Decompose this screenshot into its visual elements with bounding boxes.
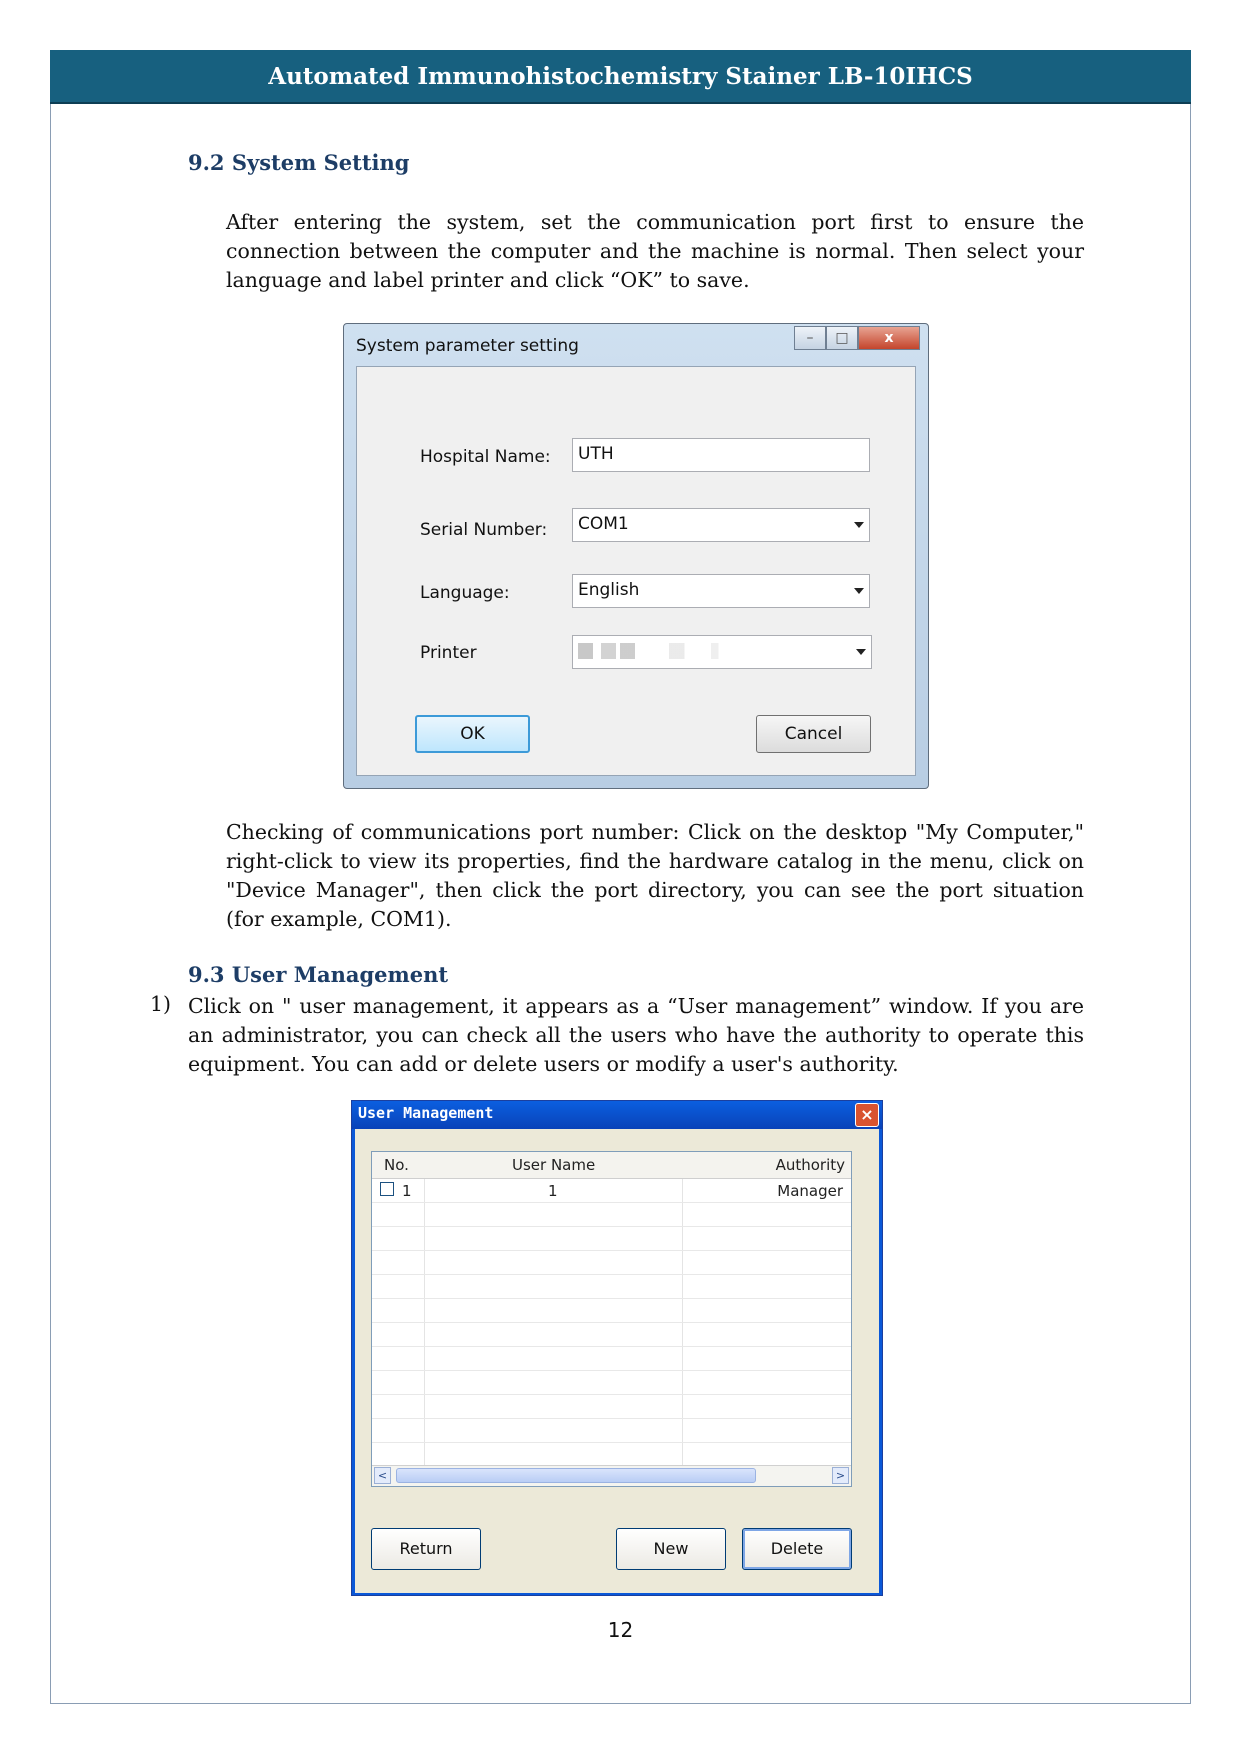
maximize-icon[interactable]: □ bbox=[826, 326, 858, 350]
column-header-user-name[interactable]: User Name bbox=[512, 1156, 596, 1174]
section-heading-user-management: 9.3 User Management bbox=[188, 962, 449, 987]
horizontal-scrollbar[interactable] bbox=[372, 1465, 851, 1486]
new-button[interactable]: New bbox=[616, 1528, 726, 1570]
row-divider bbox=[372, 1202, 851, 1203]
page-number: 12 bbox=[607, 1618, 634, 1642]
chevron-down-icon bbox=[856, 649, 866, 655]
return-button[interactable]: Return bbox=[371, 1528, 481, 1570]
printer-label: Printer bbox=[420, 643, 477, 663]
minimize-icon[interactable]: – bbox=[794, 326, 826, 350]
language-select[interactable] bbox=[572, 574, 870, 608]
scroll-thumb[interactable] bbox=[396, 1468, 756, 1483]
row-divider bbox=[372, 1442, 851, 1443]
cancel-button[interactable]: Cancel bbox=[756, 715, 871, 753]
section-heading-system-setting: 9.2 System Setting bbox=[188, 150, 410, 175]
serial-number-value: COM1 bbox=[578, 514, 629, 534]
chevron-down-icon bbox=[854, 522, 864, 528]
system-setting-paragraph: After entering the system, set the communication port first to ensure the connection between the computer and the machine is normal. Then select your language and label printer and click “OK” to save. bbox=[226, 210, 1084, 292]
user-table[interactable] bbox=[371, 1151, 852, 1487]
close-icon[interactable]: × bbox=[855, 1103, 879, 1127]
close-icon[interactable]: x bbox=[858, 326, 920, 350]
user-management-paragraph: Click on " user management, it appears as a “User management” window. If you are an administrator, you can check all the users who have the authority to operate this equipment. You can add or delete users or modify a user's authority. bbox=[188, 994, 1084, 1076]
dialog-title: System parameter setting bbox=[356, 336, 579, 356]
column-header-no[interactable]: No. bbox=[384, 1156, 409, 1174]
delete-button[interactable]: Delete bbox=[742, 1528, 852, 1570]
row-checkbox[interactable] bbox=[380, 1182, 394, 1196]
language-label: Language: bbox=[420, 583, 510, 603]
window-controls bbox=[794, 326, 920, 352]
ok-button[interactable]: OK bbox=[415, 715, 530, 753]
row-divider bbox=[372, 1274, 851, 1275]
dialog-titlebar bbox=[352, 1101, 882, 1129]
list-item-number: 1) bbox=[150, 992, 172, 1016]
chevron-down-icon bbox=[854, 588, 864, 594]
row-divider bbox=[372, 1394, 851, 1395]
column-header-authority[interactable]: Authority bbox=[775, 1156, 845, 1174]
dialog-client-area bbox=[356, 366, 916, 776]
serial-number-select[interactable] bbox=[572, 508, 870, 542]
table-header bbox=[372, 1152, 851, 1179]
row-divider bbox=[372, 1346, 851, 1347]
row-no: 1 bbox=[402, 1182, 412, 1200]
row-divider bbox=[372, 1226, 851, 1227]
document-header: Automated Immunohistochemistry Stainer LB-10IHCS bbox=[50, 50, 1191, 104]
printer-select[interactable] bbox=[572, 635, 872, 669]
hospital-name-label: Hospital Name: bbox=[420, 447, 551, 467]
row-user-name: 1 bbox=[548, 1182, 558, 1200]
serial-number-label: Serial Number: bbox=[420, 520, 548, 540]
row-divider bbox=[372, 1250, 851, 1251]
dialog-client-area bbox=[355, 1129, 879, 1593]
row-authority: Manager bbox=[777, 1182, 843, 1200]
row-divider bbox=[372, 1298, 851, 1299]
port-check-paragraph: Checking of communications port number: Click on the desktop "My Computer," right-click to view its properties, find the hardware catalog in the menu, click on "Device Manager", then click the port directory, you can see the port situation (for example, COM1). bbox=[226, 820, 1084, 931]
scroll-right-icon[interactable]: > bbox=[832, 1467, 849, 1484]
redacted-printer-name bbox=[578, 643, 768, 659]
row-divider bbox=[372, 1418, 851, 1419]
row-divider bbox=[372, 1322, 851, 1323]
scroll-left-icon[interactable]: < bbox=[374, 1467, 391, 1484]
dialog-title: User Management bbox=[358, 1104, 494, 1122]
table-row[interactable] bbox=[372, 1178, 851, 1202]
language-value: English bbox=[578, 580, 640, 600]
row-divider bbox=[372, 1370, 851, 1371]
system-parameter-dialog bbox=[343, 323, 929, 789]
hospital-name-input[interactable]: UTH bbox=[572, 438, 870, 472]
user-management-dialog bbox=[351, 1100, 883, 1596]
